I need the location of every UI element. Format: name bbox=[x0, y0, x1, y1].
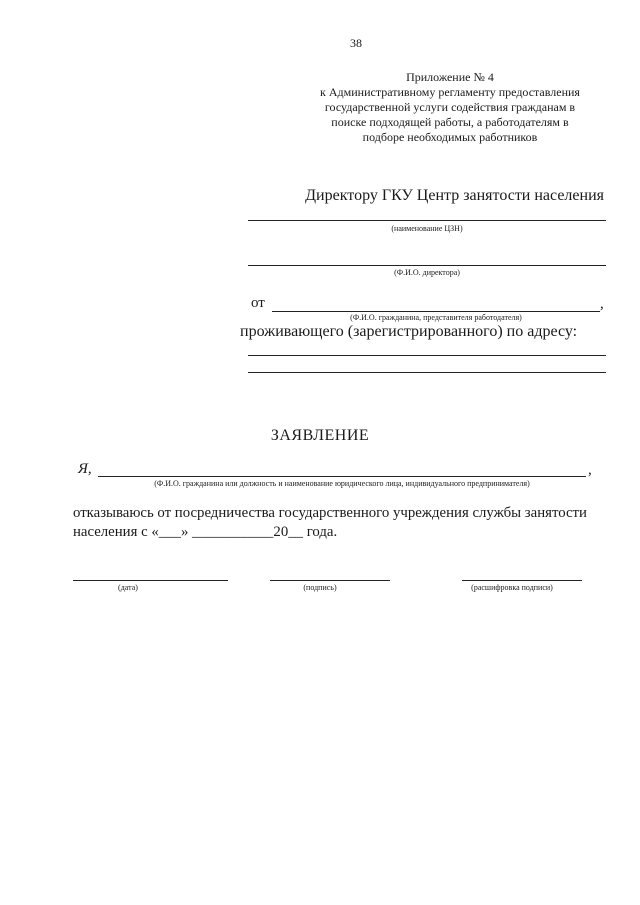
from-name-line[interactable] bbox=[272, 311, 600, 312]
from-prefix: от bbox=[251, 295, 265, 311]
appendix-line: поиске подходящей работы, а работодателям в bbox=[331, 115, 569, 129]
signature-caption: (подпись) bbox=[303, 583, 337, 592]
applicant-caption: (Ф.И.О. гражданина или должность и наименование юридического лица, индивидуального предпринимателя) bbox=[154, 479, 530, 488]
date-caption: (дата) bbox=[118, 583, 138, 592]
czn-name-caption: (наименование ЦЗН) bbox=[391, 224, 463, 233]
decoding-line[interactable] bbox=[462, 580, 582, 581]
i-suffix: , bbox=[588, 462, 592, 478]
page-number: 38 bbox=[350, 36, 362, 50]
signature-line[interactable] bbox=[270, 580, 390, 581]
address-line-2[interactable] bbox=[248, 372, 606, 373]
appendix-title: Приложение № 4 bbox=[406, 70, 494, 84]
director-name-line[interactable] bbox=[248, 265, 606, 266]
from-suffix: , bbox=[600, 296, 604, 312]
residence-label: проживающего (зарегистрированного) по адресу: bbox=[240, 323, 578, 340]
decoding-caption: (расшифровка подписи) bbox=[471, 583, 553, 592]
statement-text-line1: отказываюсь от посредничества государственного учреждения службы занятости bbox=[73, 505, 587, 521]
appendix-line: подборе необходимых работников bbox=[362, 130, 538, 144]
czn-name-line[interactable] bbox=[248, 220, 606, 221]
i-prefix: Я, bbox=[78, 461, 92, 477]
date-line[interactable] bbox=[73, 580, 228, 581]
addressee: Директору ГКУ Центр занятости населения bbox=[305, 187, 604, 204]
statement-title: ЗАЯВЛЕНИЕ bbox=[270, 427, 370, 444]
appendix-line: государственной услуги содействия гражданам в bbox=[324, 100, 576, 114]
director-name-caption: (Ф.И.О. директора) bbox=[394, 268, 460, 277]
from-caption: (Ф.И.О. гражданина, представителя работодателя) bbox=[350, 313, 522, 322]
appendix-line: к Административному регламенту предоставления bbox=[320, 85, 580, 99]
appendix-block bbox=[300, 70, 600, 145]
applicant-name-line[interactable] bbox=[98, 476, 586, 477]
statement-text-line2: населения с «___» ___________20__ года. bbox=[73, 524, 338, 540]
address-line-1[interactable] bbox=[248, 355, 606, 356]
